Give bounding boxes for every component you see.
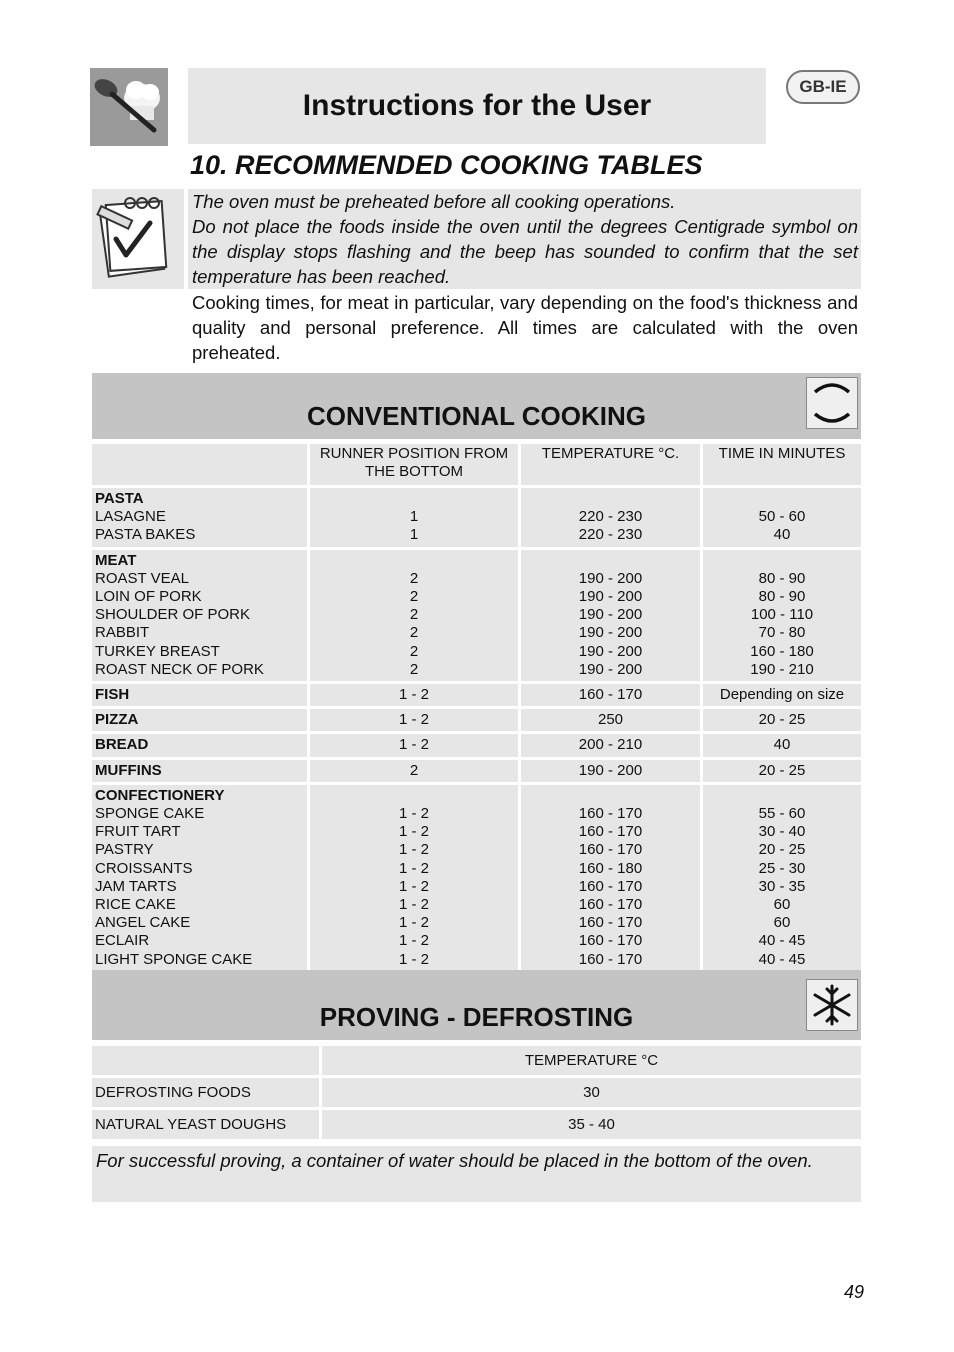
temperature-cell (521, 785, 703, 971)
runner-position-value: 1 (409, 526, 419, 544)
top-bottom-heating-icon (806, 377, 858, 429)
time-value: 60 (773, 896, 791, 914)
category-spacer (524, 787, 697, 805)
intro-paragraph: Cooking times, for meat in particular, vary depending on the food's thickness and quality and personal preference. All times are calculated with the oven preheated. (192, 292, 858, 363)
temperature-cell (521, 550, 703, 681)
table-row (92, 550, 861, 681)
time-cell (703, 709, 861, 731)
time-value: Depending on size (719, 686, 845, 704)
food-item: LIGHT SPONGE CAKE (95, 950, 253, 968)
runner-position-cell (310, 785, 521, 971)
column-header (92, 444, 310, 485)
preheat-note (188, 189, 861, 289)
temperature-value: 190 - 200 (578, 588, 643, 606)
proving-row (92, 1078, 861, 1107)
temperature-value: 160 - 180 (578, 859, 643, 877)
temperature-value: 220 - 230 (578, 508, 643, 526)
runner-position-value: 2 (409, 624, 419, 642)
time-value: 70 - 80 (758, 624, 806, 642)
food-category: BREAD (95, 736, 149, 754)
food-cell (92, 684, 310, 706)
conventional-cooking-title: CONVENTIONAL COOKING (307, 401, 646, 431)
temperature-value: 160 - 170 (578, 896, 643, 914)
snowflake-icon (806, 979, 858, 1031)
runner-position-value: 2 (409, 660, 419, 678)
proving-row (92, 1110, 861, 1139)
runner-position-value: 1 - 2 (398, 859, 429, 877)
time-cell (703, 488, 861, 547)
time-value: 20 - 25 (758, 761, 806, 779)
proving-table (92, 1043, 861, 1142)
food-category: PASTA (95, 490, 144, 507)
temperature-value: 190 - 200 (578, 606, 643, 624)
food-item: LASAGNE (95, 508, 166, 526)
proving-row-temperature: 30 (322, 1078, 861, 1107)
food-item: JAM TARTS (95, 877, 177, 895)
time-value: 40 - 45 (758, 950, 806, 968)
note-icon-box (92, 189, 184, 289)
food-item: PASTRY (95, 841, 154, 859)
runner-position-cell (310, 684, 521, 706)
food-category: FISH (95, 686, 130, 704)
time-value: 40 - 45 (758, 932, 806, 950)
time-value: 30 - 40 (758, 823, 806, 841)
runner-position-value: 2 (409, 606, 419, 624)
conventional-cooking-table (92, 441, 861, 974)
food-item: ANGEL CAKE (95, 914, 191, 932)
header-band (188, 68, 766, 144)
temperature-value: 160 - 170 (578, 805, 643, 823)
category-spacer (524, 490, 697, 508)
runner-position-value: 1 - 2 (398, 841, 429, 859)
runner-position-value: 1 - 2 (398, 736, 429, 754)
section-title: 10. RECOMMENDED COOKING TABLES (190, 150, 703, 180)
proving-row-temperature: 35 - 40 (322, 1110, 861, 1139)
time-value: 55 - 60 (758, 805, 806, 823)
temperature-cell (521, 760, 703, 782)
runner-position-cell (310, 760, 521, 782)
runner-position-value: 2 (409, 642, 419, 660)
notepad-check-icon (92, 189, 184, 289)
table-row (92, 734, 861, 756)
food-item: PASTA BAKES (95, 526, 196, 544)
proving-header-blank (92, 1046, 322, 1075)
runner-position-value: 1 - 2 (398, 686, 429, 704)
category-spacer (706, 490, 858, 508)
runner-position-cell (310, 550, 521, 681)
category-spacer (706, 552, 858, 570)
runner-position-cell (310, 709, 521, 731)
temperature-value: 160 - 170 (578, 932, 643, 950)
food-item: RABBIT (95, 624, 150, 642)
time-value: 60 (773, 914, 791, 932)
temperature-value: 160 - 170 (578, 686, 643, 704)
runner-position-value: 1 - 2 (398, 914, 429, 932)
time-cell (703, 785, 861, 971)
food-cell (92, 785, 310, 971)
temperature-cell (521, 488, 703, 547)
conventional-cooking-band (92, 373, 861, 439)
temperature-value: 190 - 200 (578, 642, 643, 660)
page-title: Instructions for the User (302, 89, 652, 122)
time-value: 50 - 60 (758, 508, 806, 526)
time-value: 25 - 30 (758, 859, 806, 877)
food-item: LOIN OF PORK (95, 588, 202, 606)
runner-position-value: 1 - 2 (398, 896, 429, 914)
proving-footnote: For successful proving, a container of water should be placed in the bottom of the oven. (92, 1146, 861, 1202)
food-cell (92, 734, 310, 756)
food-item: SPONGE CAKE (95, 805, 205, 823)
table-row (92, 760, 861, 782)
category-spacer (706, 787, 858, 805)
language-badge: GB-IE (786, 70, 860, 104)
temperature-value: 200 - 210 (578, 736, 643, 754)
category-spacer (524, 552, 697, 570)
food-item: RICE CAKE (95, 896, 176, 914)
food-cell (92, 760, 310, 782)
time-cell (703, 684, 861, 706)
page-number: 49 (843, 1282, 864, 1302)
column-header-runner: RUNNER POSITION FROM THE BOTTOM (310, 444, 521, 485)
temperature-value: 160 - 170 (578, 877, 643, 895)
temperature-value: 190 - 200 (578, 761, 643, 779)
proving-header-row (92, 1046, 861, 1075)
runner-position-value: 1 - 2 (398, 932, 429, 950)
proving-header-temperature: TEMPERATURE °C (322, 1046, 861, 1075)
food-category: CONFECTIONERY (95, 786, 225, 804)
table-row (92, 709, 861, 731)
runner-position-value: 2 (409, 569, 419, 587)
chef-spoon-icon (90, 68, 168, 146)
runner-position-cell (310, 734, 521, 756)
food-item: TURKEY BREAST (95, 642, 220, 660)
temperature-value: 160 - 170 (578, 823, 643, 841)
temperature-cell (521, 734, 703, 756)
time-value: 80 - 90 (758, 569, 806, 587)
column-header-time: TIME IN MINUTES (703, 444, 861, 485)
time-value: 190 - 210 (750, 660, 814, 678)
column-header-temperature: TEMPERATURE °C. (521, 444, 703, 485)
table-row (92, 684, 861, 706)
food-item: SHOULDER OF PORK (95, 606, 251, 624)
time-cell (703, 550, 861, 681)
proving-defrosting-title: PROVING - DEFROSTING (319, 1002, 634, 1032)
preheat-note-line: The oven must be preheated before all cooking operations. (192, 191, 676, 212)
time-value: 160 - 180 (750, 642, 814, 660)
runner-position-value: 1 - 2 (398, 950, 429, 968)
food-category: PIZZA (95, 711, 139, 729)
table-row (92, 488, 861, 547)
time-cell (703, 760, 861, 782)
food-category: MEAT (95, 551, 137, 569)
time-value: 20 - 25 (758, 841, 806, 859)
temperature-cell (521, 709, 703, 731)
category-spacer (313, 490, 515, 508)
runner-position-cell (310, 488, 521, 547)
time-value: 80 - 90 (758, 588, 806, 606)
food-item: ROAST VEAL (95, 569, 189, 587)
temperature-value: 160 - 170 (578, 950, 643, 968)
temperature-value: 220 - 230 (578, 526, 643, 544)
preheat-note-detail: Do not place the foods inside the oven until the degrees Centigrade symbol on the display stops flashing and the beep has sounded to confirm that the set temperature has been reached. (192, 216, 858, 287)
runner-position-value: 1 (409, 508, 419, 526)
category-spacer (313, 552, 515, 570)
food-cell (92, 488, 310, 547)
runner-position-value: 2 (409, 588, 419, 606)
time-value: 40 (773, 526, 791, 544)
food-item: CROISSANTS (95, 859, 193, 877)
temperature-value: 160 - 170 (578, 914, 643, 932)
temperature-value: 190 - 200 (578, 624, 643, 642)
runner-position-value: 1 - 2 (398, 877, 429, 895)
runner-position-value: 2 (409, 761, 419, 779)
proving-row-label: NATURAL YEAST DOUGHS (92, 1110, 322, 1139)
brand-logo (90, 68, 168, 146)
food-cell (92, 550, 310, 681)
food-item: FRUIT TART (95, 823, 181, 841)
food-item: ROAST NECK OF PORK (95, 660, 264, 678)
food-cell (92, 709, 310, 731)
proving-defrosting-band (92, 970, 861, 1040)
time-value: 40 (773, 736, 791, 754)
temperature-cell (521, 684, 703, 706)
temperature-value: 190 - 200 (578, 569, 643, 587)
runner-position-value: 1 - 2 (398, 711, 429, 729)
table-row (92, 785, 861, 971)
time-cell (703, 734, 861, 756)
runner-position-value: 1 - 2 (398, 805, 429, 823)
table-header-row (92, 444, 861, 485)
time-value: 20 - 25 (758, 711, 806, 729)
proving-row-label: DEFROSTING FOODS (92, 1078, 322, 1107)
time-value: 100 - 110 (750, 606, 814, 624)
category-spacer (313, 787, 515, 805)
time-value: 30 - 35 (758, 877, 806, 895)
temperature-value: 190 - 200 (578, 660, 643, 678)
food-item: ECLAIR (95, 932, 150, 950)
food-category: MUFFINS (95, 761, 162, 779)
runner-position-value: 1 - 2 (398, 823, 429, 841)
temperature-value: 250 (597, 711, 624, 729)
temperature-value: 160 - 170 (578, 841, 643, 859)
